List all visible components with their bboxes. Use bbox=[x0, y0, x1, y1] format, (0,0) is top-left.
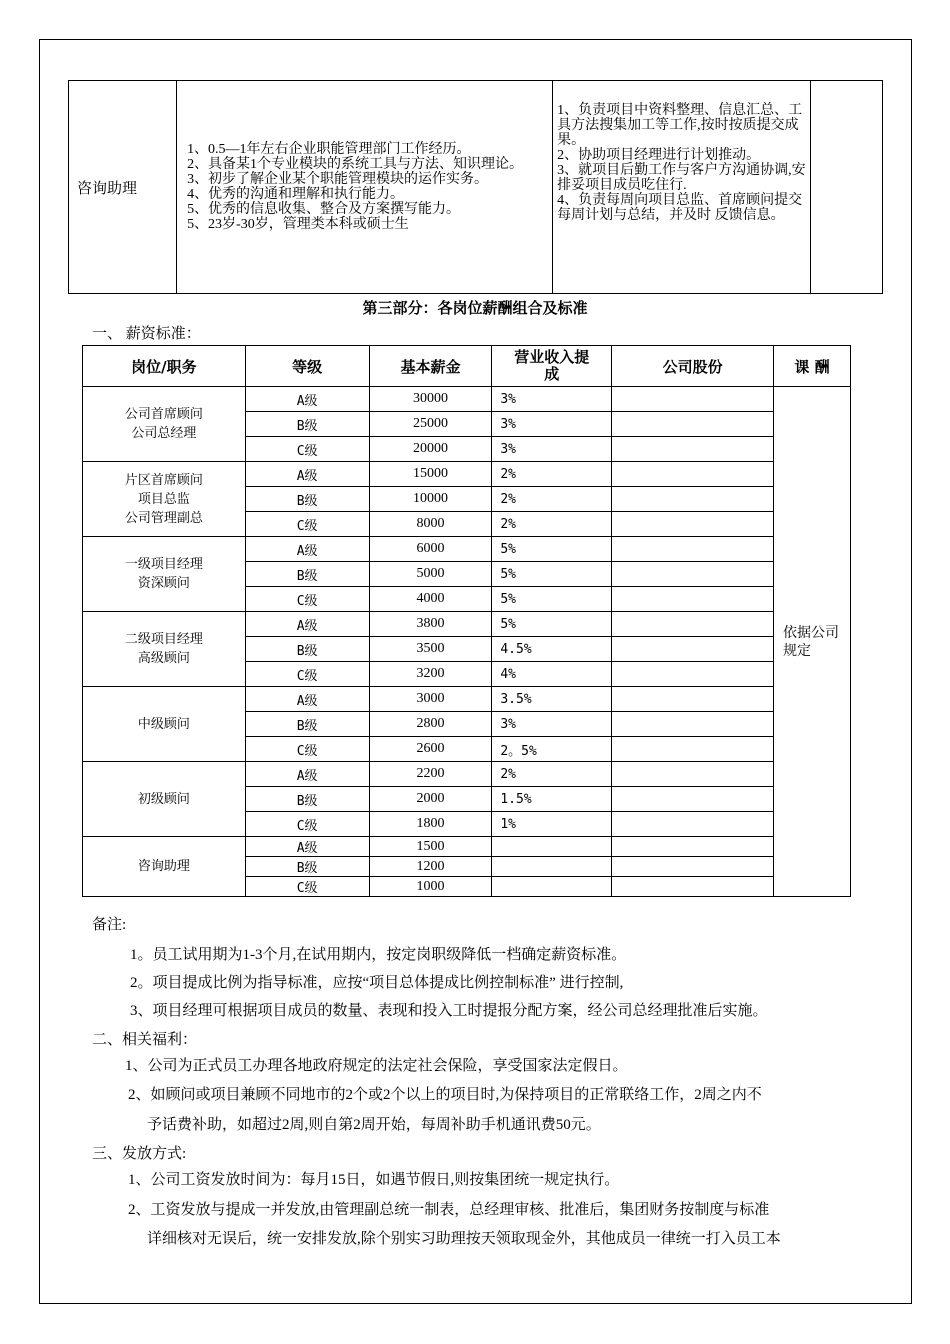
base-salary-cell: 3000 bbox=[369, 687, 492, 712]
salary-header-row bbox=[83, 346, 851, 387]
blank-cell bbox=[811, 81, 883, 294]
base-salary-cell: 3800 bbox=[369, 612, 492, 637]
shares-cell bbox=[612, 877, 774, 897]
shares-cell bbox=[612, 837, 774, 857]
base-salary-cell: 10000 bbox=[369, 487, 492, 512]
base-salary-cell: 1500 bbox=[369, 837, 492, 857]
header-position: 岗位/职务 bbox=[83, 346, 246, 387]
base-salary-cell: 2600 bbox=[369, 737, 492, 762]
salary-row bbox=[83, 687, 851, 712]
base-salary-cell: 1000 bbox=[369, 877, 492, 897]
position-cell: 初级顾问 bbox=[83, 762, 246, 837]
payment-item: 1、公司工资发放时间为：每月15日，如遇节假日,则按集团统一规定执行。 bbox=[128, 1172, 620, 1188]
requirement-item: 4、优秀的沟通和理解和执行能力。 bbox=[187, 187, 405, 202]
requirement-item: 1、0.5—1年左右企业职能管理部门工作经历。 bbox=[187, 142, 471, 157]
section-title: 第三部分：各岗位薪酬组合及标准 bbox=[362, 299, 588, 317]
shares-cell bbox=[612, 412, 774, 437]
welfare-item: 1、公司为正式员工办理各地政府规定的法定社会保险，享受国家法定假日。 bbox=[125, 1058, 628, 1074]
position-cell: 一级项目经理 资深顾问 bbox=[83, 537, 246, 612]
course-pay-note: 依据公司规定 bbox=[783, 624, 839, 659]
commission-cell: 3% bbox=[492, 712, 612, 737]
base-salary-cell: 4000 bbox=[369, 587, 492, 612]
shares-cell bbox=[612, 587, 774, 612]
shares-cell bbox=[612, 687, 774, 712]
commission-cell: 5% bbox=[492, 562, 612, 587]
header-base-salary: 基本薪金 bbox=[369, 346, 492, 387]
level-cell: B级 bbox=[245, 712, 369, 737]
payment-item: 2、工资发放与提成一并发放,由管理副总统一制表，总经理审核、批准后，集团财务按制度与标准 bbox=[128, 1202, 770, 1218]
commission-cell: 2。5% bbox=[492, 737, 612, 762]
base-salary-cell: 1800 bbox=[369, 812, 492, 837]
header-commission-label: 营业收入提成 bbox=[514, 348, 590, 383]
commission-cell bbox=[492, 837, 612, 857]
level-cell: A级 bbox=[245, 612, 369, 637]
position-cell: 片区首席顾问 项目总监 公司管理副总 bbox=[83, 462, 246, 537]
level-cell: C级 bbox=[245, 437, 369, 462]
commission-cell: 1% bbox=[492, 812, 612, 837]
base-salary-cell: 1200 bbox=[369, 857, 492, 877]
commission-cell: 3% bbox=[492, 437, 612, 462]
commission-cell: 5% bbox=[492, 587, 612, 612]
level-cell: C级 bbox=[245, 877, 369, 897]
requirement-item: 5、优秀的信息收集、整合及方案撰写能力。 bbox=[187, 202, 461, 217]
level-cell: C级 bbox=[245, 662, 369, 687]
position-cell: 二级项目经理 高级顾问 bbox=[83, 612, 246, 687]
commission-cell: 5% bbox=[492, 612, 612, 637]
level-cell: A级 bbox=[245, 537, 369, 562]
course-pay-cell bbox=[774, 387, 851, 897]
shares-cell bbox=[612, 857, 774, 877]
salary-row bbox=[83, 537, 851, 562]
welfare-item: 予话费补助，如超过2周,则自第2周开始，每周补助手机通讯费50元。 bbox=[147, 1117, 601, 1133]
shares-cell bbox=[612, 662, 774, 687]
requirement-item: 5、23岁-30岁，管理类本科或硕士生 bbox=[187, 217, 409, 232]
level-cell: B级 bbox=[245, 562, 369, 587]
salary-row bbox=[83, 462, 851, 487]
welfare-item: 2、如顾问或项目兼顾不同地市的2个或2个以上的项目时,为保持项目的正常联络工作，2周之内不 bbox=[128, 1087, 762, 1103]
position-cell: 中级顾问 bbox=[83, 687, 246, 762]
requirement-item: 3、初步了解企业某个职能管理模块的运作实务。 bbox=[187, 172, 489, 187]
payment-heading: 三、发放方式: bbox=[92, 1146, 187, 1162]
level-cell: B级 bbox=[245, 637, 369, 662]
header-level: 等级 bbox=[245, 346, 369, 387]
welfare-heading: 二、相关福利： bbox=[92, 1032, 198, 1048]
commission-cell: 2% bbox=[492, 462, 612, 487]
commission-cell: 3.5% bbox=[492, 687, 612, 712]
note-item: 2。项目提成比例为指导标准，应按“项目总体提成比例控制标准” 进行控制, bbox=[130, 975, 624, 991]
shares-cell bbox=[612, 637, 774, 662]
role-cell: 咨询助理 bbox=[69, 81, 177, 294]
commission-cell: 2% bbox=[492, 762, 612, 787]
commission-cell: 2% bbox=[492, 512, 612, 537]
shares-cell bbox=[612, 712, 774, 737]
commission-cell: 3% bbox=[492, 412, 612, 437]
commission-cell: 2% bbox=[492, 487, 612, 512]
note-item: 1。员工试用期为1-3个月,在试用期内，按定岗职级降低一档确定薪资标准。 bbox=[130, 947, 627, 963]
shares-cell bbox=[612, 462, 774, 487]
base-salary-cell: 2000 bbox=[369, 787, 492, 812]
salary-row bbox=[83, 762, 851, 787]
position-cell: 公司首席顾问 公司总经理 bbox=[83, 387, 246, 462]
level-cell: C级 bbox=[245, 812, 369, 837]
duty-item: 1、负责项目中资料整理、信息汇总、工具方法搜集加工等工作,按时按质提交成果。 bbox=[557, 103, 803, 148]
salary-table bbox=[82, 345, 851, 897]
level-cell: A级 bbox=[245, 462, 369, 487]
base-salary-cell: 8000 bbox=[369, 512, 492, 537]
level-cell: A级 bbox=[245, 387, 369, 412]
base-salary-cell: 20000 bbox=[369, 437, 492, 462]
duty-item: 4、负责每周向项目总监、首席顾问提交每周计划与总结，并及时 反馈信息。 bbox=[557, 193, 803, 223]
level-cell: C级 bbox=[245, 512, 369, 537]
shares-cell bbox=[612, 737, 774, 762]
shares-cell bbox=[612, 562, 774, 587]
commission-cell: 3% bbox=[492, 387, 612, 412]
level-cell: C级 bbox=[245, 737, 369, 762]
header-course-pay: 课 酬 bbox=[774, 346, 851, 387]
commission-cell: 4.5% bbox=[492, 637, 612, 662]
base-salary-cell: 2800 bbox=[369, 712, 492, 737]
note-item: 3、项目经理可根据项目成员的数量、表现和投入工时提报分配方案，经公司总经理批准后实施。 bbox=[130, 1003, 768, 1019]
salary-row bbox=[83, 387, 851, 412]
shares-cell bbox=[612, 537, 774, 562]
commission-cell: 5% bbox=[492, 537, 612, 562]
shares-cell bbox=[612, 387, 774, 412]
commission-cell: 1.5% bbox=[492, 787, 612, 812]
commission-cell: 4% bbox=[492, 662, 612, 687]
base-salary-cell: 5000 bbox=[369, 562, 492, 587]
shares-cell bbox=[612, 437, 774, 462]
notes-label: 备注: bbox=[92, 917, 127, 933]
shares-cell bbox=[612, 787, 774, 812]
salary-heading: 一、 薪资标准： bbox=[92, 326, 201, 342]
level-cell: B级 bbox=[245, 412, 369, 437]
shares-cell bbox=[612, 812, 774, 837]
salary-row bbox=[83, 837, 851, 857]
shares-cell bbox=[612, 512, 774, 537]
requirements-cell bbox=[177, 81, 553, 294]
shares-cell bbox=[612, 762, 774, 787]
base-salary-cell: 3200 bbox=[369, 662, 492, 687]
base-salary-cell: 3500 bbox=[369, 637, 492, 662]
level-cell: B级 bbox=[245, 487, 369, 512]
level-cell: A级 bbox=[245, 837, 369, 857]
level-cell: B级 bbox=[245, 857, 369, 877]
duties-cell bbox=[553, 81, 811, 294]
header-shares: 公司股份 bbox=[612, 346, 774, 387]
salary-row bbox=[83, 612, 851, 637]
duty-item: 3、就项目后勤工作与客户方沟通协调,安排妥项目成员吃住行. bbox=[557, 163, 806, 193]
requirement-item: 2、具备某1个专业模块的系统工具与方法、知识理论。 bbox=[187, 157, 524, 172]
level-cell: A级 bbox=[245, 687, 369, 712]
base-salary-cell: 15000 bbox=[369, 462, 492, 487]
base-salary-cell: 2200 bbox=[369, 762, 492, 787]
duty-item: 2、协助项目经理进行计划推动。 bbox=[557, 148, 761, 163]
commission-cell bbox=[492, 857, 612, 877]
payment-item: 详细核对无误后，统一安排发放,除个别实习助理按天领取现金外，其他成员一律统一打入员工本 bbox=[147, 1231, 781, 1247]
base-salary-cell: 6000 bbox=[369, 537, 492, 562]
base-salary-cell: 30000 bbox=[369, 387, 492, 412]
commission-cell bbox=[492, 877, 612, 897]
position-cell: 咨询助理 bbox=[83, 837, 246, 897]
shares-cell bbox=[612, 487, 774, 512]
level-cell: C级 bbox=[245, 587, 369, 612]
header-commission bbox=[492, 346, 612, 387]
level-cell: B级 bbox=[245, 787, 369, 812]
shares-cell bbox=[612, 612, 774, 637]
role-requirements-table bbox=[68, 80, 883, 294]
base-salary-cell: 25000 bbox=[369, 412, 492, 437]
level-cell: A级 bbox=[245, 762, 369, 787]
